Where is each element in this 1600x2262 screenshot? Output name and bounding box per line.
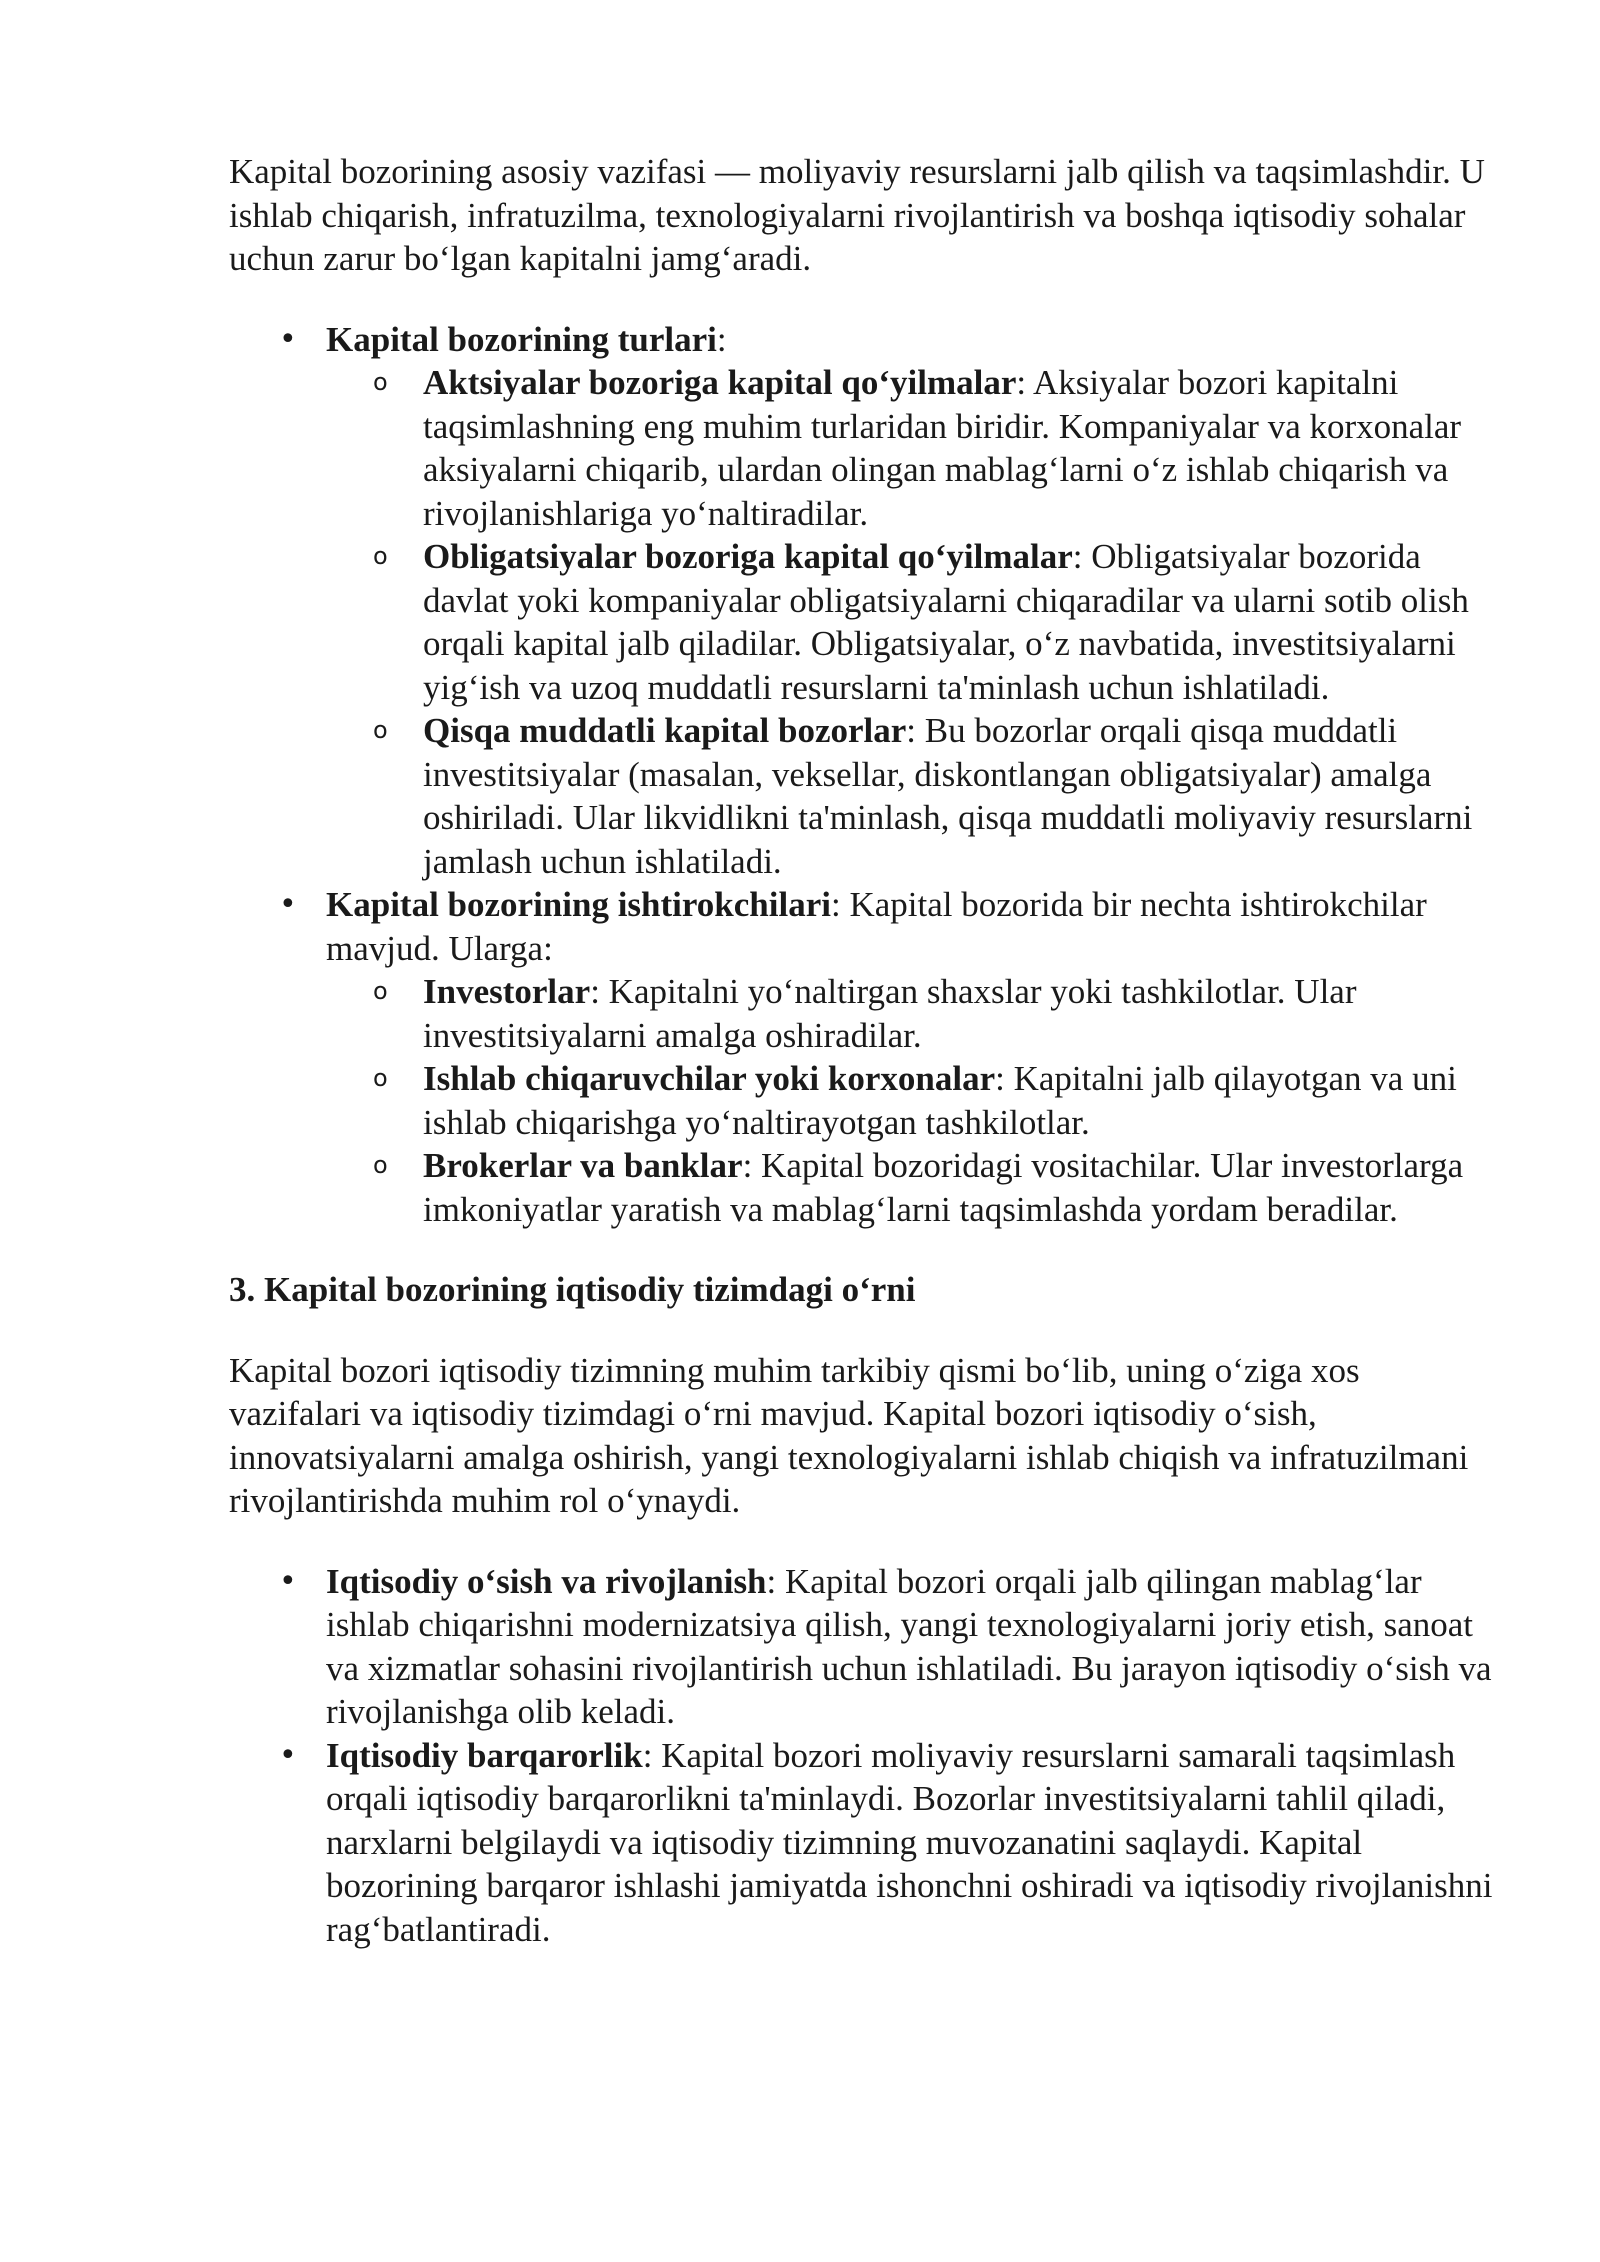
section-paragraph: Kapital bozori iqtisodiy tizimning muhim tarkibiy qismi bo‘lib, uning o‘ziga xos vazifalari va iqtisodiy tizimdagi o‘rni mavjud. Kapital bozori iqtisodiy o‘sish, innovatsiyalarni amalga oshirish, yangi texnologiyalarni ishlab chiqish va infratuzilmani rivojlantirishda muhim rol o‘ynaydi.: [229, 1350, 1469, 1520]
sub-list: [326, 361, 1499, 883]
item-title: Kapital bozorining ishtirokchilari: [326, 885, 831, 924]
sub-item-text: : Kapitalni jalb qilayotgan va uni ishlab chiqarishga yo‘naltirayotgan tashkilotlar.: [423, 1059, 1457, 1142]
sub-list-item: [326, 970, 1499, 1057]
item-text: : Kapital bozorida bir nechta ishtirokchilar mavjud. Ularga:: [326, 885, 1427, 968]
sub-list-item: [326, 535, 1499, 709]
bullet-icon: •: [279, 887, 297, 922]
circle-bullet-icon: o: [373, 542, 388, 570]
sub-item-title: Ishlab chiqaruvchilar yoki korxonalar: [423, 1059, 996, 1098]
sub-item-text: : Kapitalni yo‘naltirgan shaxslar yoki tashkilotlar. Ular investitsiyalarni amalga oshiradilar.: [423, 972, 1357, 1055]
bullet-icon: •: [279, 1737, 297, 1773]
item-text: :: [716, 319, 727, 359]
bullet-icon: •: [279, 1563, 297, 1599]
sub-list-item: [326, 1057, 1499, 1144]
list-item: [229, 883, 1499, 1231]
bullet-icon: •: [279, 321, 297, 357]
document-page: [229, 150, 1499, 1988]
sub-item-title: Qisqa muddatli kapital bozorlar: [423, 711, 907, 750]
sub-list-item: [326, 709, 1499, 883]
circle-bullet-icon: o: [373, 368, 388, 396]
item-text: : Kapital bozori orqali jalb qilingan mablag‘lar ishlab chiqarishni modernizatsiya qilish, yangi texnologiyalarni joriy etish, sanoat va xizmatlar sohasini rivojlantirish uchun ishlatiladi. Bu jarayon iqtisodiy o‘sish va rivojlanishga olib keladi.: [326, 1561, 1492, 1731]
circle-bullet-icon: o: [373, 716, 388, 744]
item-title: Kapital bozorining turlari: [326, 319, 717, 359]
sub-item-text: : Kapital bozoridagi vositachilar. Ular investorlarga imkoniyatlar yaratish va mablag‘larni taqsimlashda yordam beradilar.: [423, 1146, 1464, 1229]
list-item: [229, 318, 1499, 884]
sub-item-text: : Bu bozorlar orqali qisqa muddatli investitsiyalar (masalan, veksellar, diskontlangan obligatsiyalar) amalga oshiriladi. Ular likvidlikni ta'minlash, qisqa muddatli moliyaviy resurslarni jamlash uchun ishlatiladi.: [423, 711, 1473, 881]
sub-list-item: [326, 361, 1499, 535]
item-title: Iqtisodiy barqarorlik: [326, 1735, 643, 1775]
list-item: [229, 1734, 1499, 1952]
circle-bullet-icon: o: [373, 1064, 388, 1092]
intro-paragraph: Kapital bozorining asosiy vazifasi — moliyaviy resurslarni jalb qilish va taqsimlashdir. U ishlab chiqarish, infratuzilma, texnologiyalarni rivojlantirish va boshqa iqtisodiy sohalar uchun zarur bo‘lgan kapitalni jamg‘aradi.: [229, 152, 1485, 278]
sub-item-title: Aktsiyalar bozoriga kapital qo‘yilmalar: [423, 363, 1017, 402]
item-title: Iqtisodiy o‘sish va rivojlanish: [326, 1561, 767, 1601]
section-heading: 3. Kapital bozorining iqtisodiy tizimdagi o‘rni: [229, 1270, 916, 1309]
sub-list-item: [326, 1144, 1499, 1231]
list-item: [229, 1560, 1499, 1734]
sub-item-title: Brokerlar va banklar: [423, 1146, 743, 1185]
sub-item-text: : Obligatsiyalar bozorida davlat yoki kompaniyalar obligatsiyalarni chiqaradilar va ularni sotib olish orqali kapital jalb qiladilar. Obligatsiyalar, o‘z navbatida, investitsiyalarni yig‘ish va uzoq muddatli resurslarni ta'minlash uchun ishlatiladi.: [423, 537, 1469, 707]
sub-item-title: Investorlar: [423, 972, 591, 1011]
circle-bullet-icon: o: [373, 1151, 388, 1179]
circle-bullet-icon: o: [373, 977, 388, 1005]
economic-role-list: [229, 1560, 1499, 1952]
sub-item-text: : Aksiyalar bozori kapitalni taqsimlashning eng muhim turlaridan biridir. Kompaniyalar va korxonalar aksiyalarni chiqarib, ulardan olingan mablag‘larni o‘z ishlab chiqarish va rivojlanishlariga yo‘naltiradilar.: [423, 363, 1462, 533]
item-text: : Kapital bozori moliyaviy resurslarni samarali taqsimlash orqali iqtisodiy barqarorlikni ta'minlaydi. Bozorlar investitsiyalarni tahlil qiladi, narxlarni belgilaydi va iqtisodiy tizimning muvozanatini saqlaydi. Kapital bozorining barqaror ishlashi jamiyatda ishonchni oshiradi va iqtisodiy rivojlanishni rag‘batlantiradi.: [326, 1735, 1493, 1949]
sub-item-title: Obligatsiyalar bozoriga kapital qo‘yilmalar: [423, 537, 1073, 576]
capital-market-list: [229, 318, 1499, 1232]
sub-list: [326, 970, 1499, 1231]
